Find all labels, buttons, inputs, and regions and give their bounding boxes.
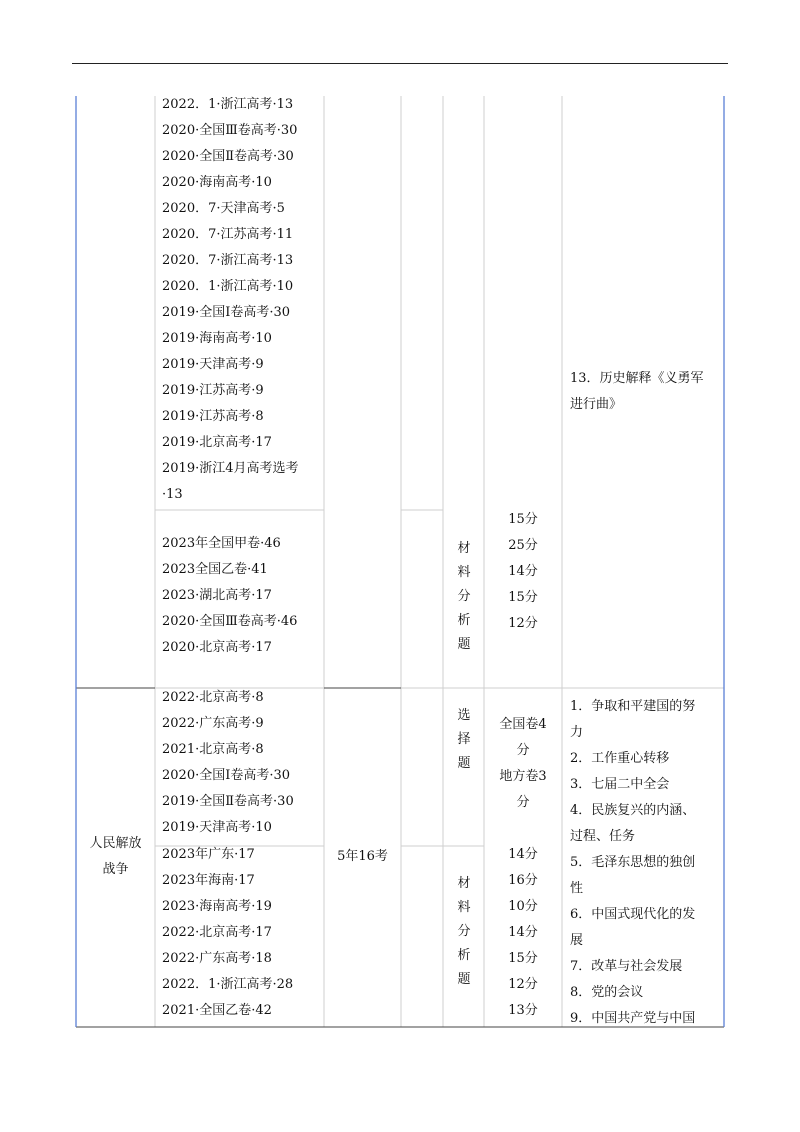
source-item: 2022·广东高考·9 bbox=[162, 716, 264, 731]
source-item: 2020·全国Ⅲ卷高考·46 bbox=[162, 614, 298, 629]
source-item: 2023全国乙卷·41 bbox=[162, 562, 268, 577]
source-item: 2022．1·浙江高考·13 bbox=[162, 97, 294, 112]
source-item: 2021·全国乙卷·42 bbox=[162, 1003, 272, 1018]
source-item: 2019·海南高考·10 bbox=[162, 331, 272, 346]
point-line: 5．毛泽东思想的独创 bbox=[570, 855, 696, 870]
sources-column-a2 bbox=[162, 531, 297, 661]
source-item: 2020·北京高考·17 bbox=[162, 640, 272, 655]
source-item: 2023年海南·17 bbox=[162, 873, 255, 888]
sources-column-a1 bbox=[162, 92, 299, 508]
source-item: 2019·全国Ⅰ卷高考·30 bbox=[162, 305, 291, 320]
source-item: 2020·全国Ⅰ卷高考·30 bbox=[162, 768, 291, 783]
source-item: 2022·广东高考·18 bbox=[162, 951, 272, 966]
point-line: 1．争取和平建国的努 bbox=[570, 699, 696, 714]
score-item: 25分 bbox=[508, 538, 538, 553]
score-item: 16分 bbox=[508, 873, 538, 888]
scores-b2 bbox=[484, 842, 562, 1024]
score-item: 分 bbox=[516, 795, 530, 810]
point-line: 13．历史解释《义勇军 bbox=[570, 371, 704, 386]
score-item: 14分 bbox=[508, 564, 538, 579]
point-line: 2．工作重心转移 bbox=[570, 751, 670, 766]
sources-column-b2 bbox=[162, 842, 293, 1024]
source-item: 2019·全国Ⅱ卷高考·30 bbox=[162, 794, 294, 809]
score-item: 地方卷3 bbox=[499, 769, 547, 784]
score-item: 10分 bbox=[508, 899, 538, 914]
source-item: 2022．1·浙江高考·28 bbox=[162, 977, 294, 992]
sources-column-b1 bbox=[162, 685, 294, 841]
source-item: 2019·浙江4月高考选考 bbox=[162, 461, 299, 476]
source-item: 2020．1·浙江高考·10 bbox=[162, 279, 294, 294]
source-item: 2023年广东·17 bbox=[162, 847, 255, 862]
knowledge-points-b bbox=[570, 694, 695, 1032]
point-line: 性 bbox=[570, 881, 584, 896]
knowledge-point-a bbox=[570, 366, 704, 418]
source-item: 2019·江苏高考·9 bbox=[162, 383, 264, 398]
question-type-b1: 选择题 bbox=[457, 708, 471, 771]
source-item: 2020．7·江苏高考·11 bbox=[162, 227, 294, 242]
source-item: 2019·北京高考·17 bbox=[162, 435, 272, 450]
source-item: 2023·湖北高考·17 bbox=[162, 588, 272, 603]
source-item: 2019·天津高考·10 bbox=[162, 820, 272, 835]
question-type-b2: 材料分析题 bbox=[457, 876, 471, 987]
source-item: 2020．7·浙江高考·13 bbox=[162, 253, 294, 268]
score-item: 15分 bbox=[508, 951, 538, 966]
point-line: 力 bbox=[570, 725, 584, 740]
source-item: 2023年全国甲卷·46 bbox=[162, 536, 281, 551]
score-item: 15分 bbox=[508, 590, 538, 605]
source-item: 2019·天津高考·9 bbox=[162, 357, 264, 372]
source-item: 2020·海南高考·10 bbox=[162, 175, 272, 190]
score-item: 13分 bbox=[508, 1003, 538, 1018]
source-item: 2022·北京高考·17 bbox=[162, 925, 272, 940]
source-item: 2022·北京高考·8 bbox=[162, 690, 264, 705]
point-line: 9．中国共产党与中国 bbox=[570, 1011, 696, 1026]
score-item: 12分 bbox=[508, 977, 538, 992]
source-item: 2020·全国Ⅱ卷高考·30 bbox=[162, 149, 294, 164]
topic-line: 人民解放 bbox=[89, 836, 142, 851]
score-item: 14分 bbox=[508, 847, 538, 862]
score-item: 12分 bbox=[508, 616, 538, 631]
point-line: 3．七届二中全会 bbox=[570, 777, 670, 792]
source-item: 2023·海南高考·19 bbox=[162, 899, 272, 914]
source-item: 2021·北京高考·8 bbox=[162, 742, 264, 757]
scores-a2 bbox=[484, 507, 562, 637]
topic-line: 战争 bbox=[102, 862, 129, 877]
question-type-a2: 材料分析题 bbox=[457, 541, 471, 652]
score-item: 分 bbox=[516, 743, 530, 758]
point-line: 4．民族复兴的内涵、 bbox=[570, 803, 696, 818]
source-item: 2019·江苏高考·8 bbox=[162, 409, 264, 424]
frequency-cell: 5年16考 bbox=[337, 849, 388, 864]
point-line: 7．改革与社会发展 bbox=[570, 959, 683, 974]
point-line: 展 bbox=[570, 933, 584, 948]
point-line: 进行曲》 bbox=[570, 397, 623, 412]
point-line: 6．中国式现代化的发 bbox=[570, 907, 696, 922]
point-line: 过程、任务 bbox=[570, 829, 636, 844]
source-item: ·13 bbox=[162, 487, 183, 502]
topic-cell bbox=[76, 831, 155, 883]
score-item: 全国卷4 bbox=[499, 717, 547, 732]
score-item: 15分 bbox=[508, 512, 538, 527]
score-item: 14分 bbox=[508, 925, 538, 940]
source-item: 2020．7·天津高考·5 bbox=[162, 201, 285, 216]
source-item: 2020·全国Ⅲ卷高考·30 bbox=[162, 123, 298, 138]
point-line: 8．党的会议 bbox=[570, 985, 644, 1000]
scores-b1 bbox=[484, 712, 562, 816]
